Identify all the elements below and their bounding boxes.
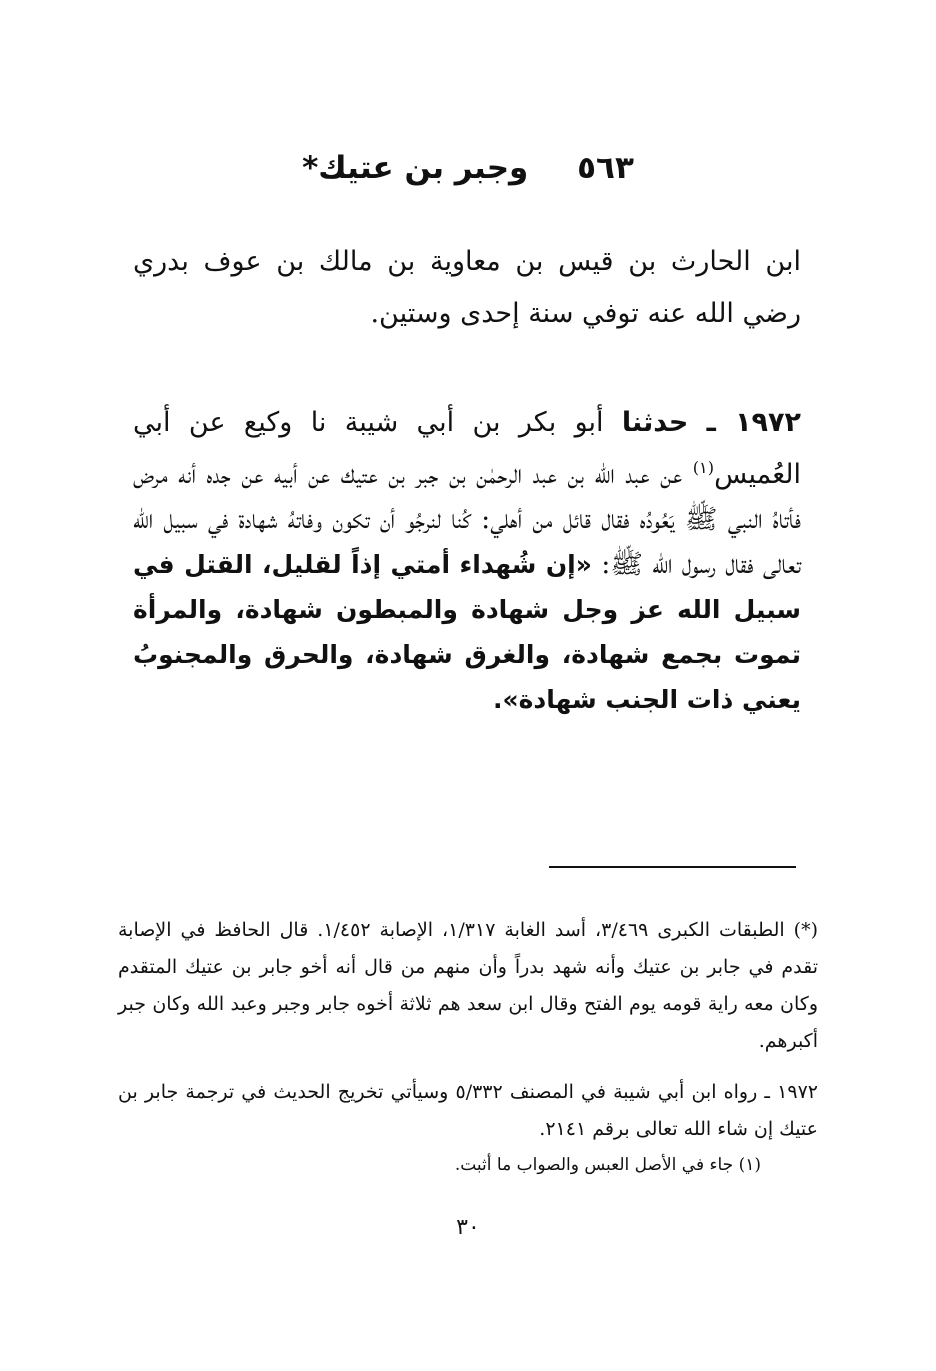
hadith-isnad-part2: عن عبد الله بن عبد الرحمٰن بن جبر بن عتيك عن أبيه عن جده أنه مرض فأتاهُ النبي ﷺ يَعُودُه فقال قائل من أهلي: كُنا لنرجُو أن تكون وفاتهُ شهادة في سبيل الله تعالى فقال رسول الله ﷺ:	[133, 459, 801, 580]
hadith-number: ١٩٧٢ ـ	[706, 407, 801, 438]
entry-heading	[0, 150, 936, 186]
footnote-divider	[549, 866, 796, 868]
footnote-source: (*) الطبقات الكبرى ٣/٤٦٩، أسد الغابة ١/٣١٧، الإصابة ١/٤٥٢. قال الحافظ في الإصابة تقدم في جابر بن عتيك وأنه شهد بدراً وأن منهم من قال أنه أخو جابر بن عتيك المتقدم وكان معه راية قومه يوم الفتح وقال ابن سعد هم ثلاثة أخوه جابر وجبر وعبد الله وكان جبر أكبرهم.	[118, 919, 818, 1052]
entry-number: ٥٦٣	[577, 150, 634, 186]
hadith-matn: «إن شُهداء أمتي إذاً لقليل، القتل في سبيل الله عز وجل شهادة والمبطون شهادة، والمرأة تموت بجمع شهادة، والغرق شهادة، والحرق والمجنوبُ يعني ذات الجنب شهادة».	[133, 550, 801, 714]
hadith-lead-word: حدثنا	[621, 407, 689, 438]
hadith-isnad-part1: أبو بكر بن أبي شيبة نا وكيع عن أبي العُميس	[133, 407, 801, 490]
footnote-variant: (١) جاء في الأصل العبس والصواب ما أثبت.	[454, 1155, 761, 1175]
footnote-takhrij: ١٩٧٢ ـ رواه ابن أبي شيبة في المصنف ٥/٣٣٢ وسيأتي تخريج الحديث في ترجمة جابر بن عتيك إن شاء الله تعالى برقم ٢١٤١.	[118, 1081, 818, 1140]
footnote-reference: (١)	[692, 458, 715, 477]
biography-paragraph: ابن الحارث بن قيس بن معاوية بن مالك بن عوف بدري رضي الله عنه توفي سنة إحدى وستين.	[133, 246, 801, 329]
hadith-paragraph	[133, 400, 801, 722]
page-number: ٣٠	[456, 1215, 480, 1240]
entry-name: وجبر بن عتيك*	[302, 150, 529, 186]
